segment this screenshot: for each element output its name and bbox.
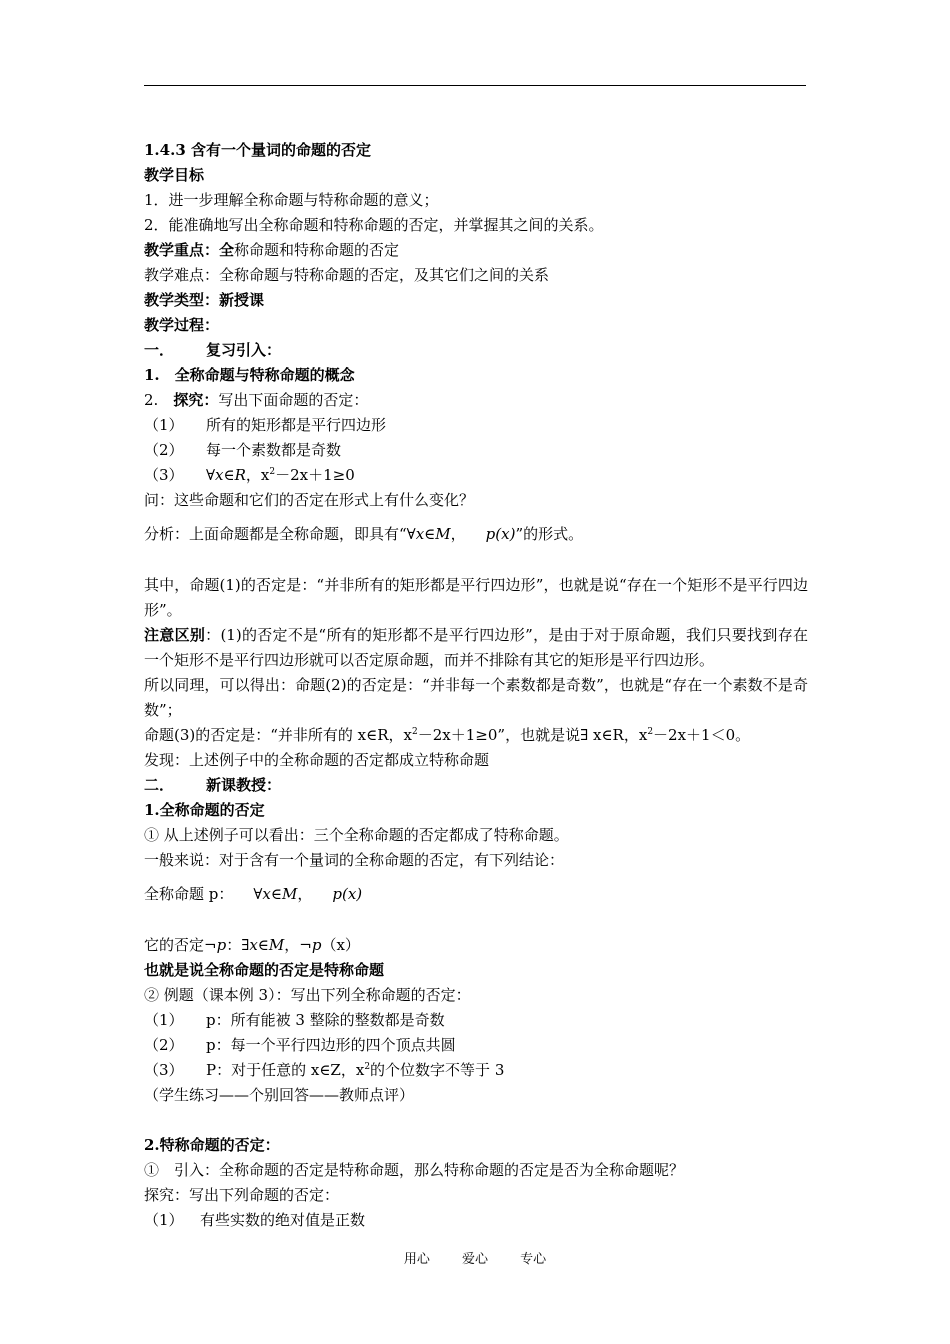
existential-example-1 xyxy=(144,1208,808,1233)
document-body xyxy=(144,138,808,1233)
universal-math-1: ∀x∈M xyxy=(253,885,298,903)
universal-comma: ， xyxy=(297,885,313,903)
lesson-type: 教学类型：新授课 xyxy=(144,291,265,309)
analysis-text-a: 分析：上面命题都是全称命题，即具有“ xyxy=(144,525,407,543)
exercise-2 xyxy=(144,1033,808,1058)
note-paragraph xyxy=(144,623,808,673)
example-3-sup: 2 xyxy=(269,467,276,477)
goal-1: 1．进一步理解全称命题与特称命题的意义； xyxy=(144,191,439,209)
section-2-heading xyxy=(144,773,808,798)
exercise-2-number: （2） xyxy=(144,1036,184,1054)
lesson-title: 1.4.3 含有一个量词的命题的否定 xyxy=(144,141,371,159)
para3-sup-2: 2 xyxy=(647,727,654,737)
explore-2: 探究：写出下列命题的否定： xyxy=(144,1186,340,1204)
analysis xyxy=(144,513,808,555)
example-2 xyxy=(144,438,808,463)
example-3-text-b: －2x＋1≥0 xyxy=(275,466,355,484)
negation-math-1: ∃x∈M xyxy=(241,936,285,954)
note-text: ：(1)的否定不是“所有的矩形都不是平行四边形”，是由于对于原命题，我们只要找到存在一个矩形不是平行四边形就可以否定原命题，而并不排除有其它的矩形是平行四边形。 xyxy=(144,626,808,669)
universal-math-2: p(x) xyxy=(332,885,363,903)
explore-label: 探究： xyxy=(173,391,219,409)
example-3-number: （3） xyxy=(144,466,184,484)
footer-word-3: 专心 xyxy=(520,1252,547,1267)
exercise-3-number: （3） xyxy=(144,1061,184,1079)
example-1-text: 所有的矩形都是平行四边形 xyxy=(206,416,387,434)
negation-symbol-2: ¬p xyxy=(299,936,322,954)
paragraph-negation-2: 所以同理，可以得出：命题(2)的否定是：“并非每一个素数都是奇数”，也就是“存在一个素数不是奇数”； xyxy=(144,676,808,719)
example-3-math: ∀x∈R xyxy=(206,466,246,484)
explore-text: 写出下面命题的否定： xyxy=(218,391,369,409)
para3-text-c: x∈R，x xyxy=(588,726,648,744)
exercise-3-text-a: P：对于任意的 x∈Z，x xyxy=(206,1061,365,1079)
note-label: 注意区别 xyxy=(144,626,206,644)
exercise-3-sup: 2 xyxy=(364,1062,371,1072)
exercise-3 xyxy=(144,1058,808,1083)
footer-word-2: 爱心 xyxy=(461,1252,488,1267)
footer-word-1: 用心 xyxy=(403,1252,430,1267)
page-footer xyxy=(0,1248,950,1267)
analysis-comma: ， xyxy=(450,525,466,543)
circled-point-3: ① 引入：全称命题的否定是特称命题，那么特称命题的否定是否为全称命题呢？ xyxy=(144,1161,685,1179)
key-point xyxy=(144,238,808,263)
process-heading: 教学过程： xyxy=(144,316,220,334)
universal-label: 全称命题 p： xyxy=(144,885,234,903)
explore-number: 2. xyxy=(144,391,174,409)
example-3-text-a: ，x xyxy=(245,466,270,484)
para3-text-d: －2x＋1＜0。 xyxy=(653,726,751,744)
negation-comma: ， xyxy=(284,936,300,954)
exercise-1 xyxy=(144,1008,808,1033)
para3-sup-1: 2 xyxy=(412,727,418,737)
para3-text-b: －2x＋1≥0”，也就是说 xyxy=(417,726,581,744)
universal-proposition xyxy=(144,873,808,915)
goals-heading: 教学目标 xyxy=(144,166,205,184)
negation-formula xyxy=(144,933,808,958)
key-text: 称命题和特称命题的否定 xyxy=(234,241,400,259)
analysis-text-b: ”的形式。 xyxy=(515,525,584,543)
explore-line xyxy=(144,388,808,413)
section-2-title: 新课教授： xyxy=(206,776,282,794)
negation-x: （x） xyxy=(321,936,360,954)
section-1-heading xyxy=(144,338,808,363)
section-1-number: 一． xyxy=(144,341,175,359)
general-statement: 一般来说：对于含有一个量词的全称命题的否定，有下列结论： xyxy=(144,851,565,869)
circled-point-2: ② 例题（课本例 3）：写出下列全称命题的否定： xyxy=(144,986,471,1004)
question: 问：这些命题和它们的否定在形式上有什么变化？ xyxy=(144,491,475,509)
header-rule xyxy=(144,85,806,86)
negation-colon: ： xyxy=(226,936,242,954)
para3-text-a: 命题(3)的否定是：“并非所有的 x∈R，x xyxy=(144,726,413,744)
paragraph-negation-1: 其中，命题(1)的否定是：“并非所有的矩形都是平行四边形”，也就是说“存在一个矩形不是平行四边形”。 xyxy=(144,576,808,619)
subheading-concepts: 1. 全称命题与特称命题的概念 xyxy=(144,366,355,384)
difficulty: 教学难点：全称命题与特称命题的否定，及其它们之间的关系 xyxy=(144,266,550,284)
existential-example-1-text: 有些实数的绝对值是正数 xyxy=(200,1211,366,1229)
subheading-existential-negation: 2.特称命题的否定： xyxy=(144,1136,280,1154)
discovery: 发现：上述例子中的全称命题的否定都成立特称命题 xyxy=(144,751,490,769)
paragraph-negation-3 xyxy=(144,723,808,748)
exercise-3-text-b: 的个位数字不等于 3 xyxy=(370,1061,505,1079)
example-2-text: 每一个素数都是奇数 xyxy=(206,441,342,459)
example-2-number: （2） xyxy=(144,441,184,459)
circled-point-1: ① 从上述例子可以看出：三个全称命题的否定都成了特称命题。 xyxy=(144,826,569,844)
negation-label: 它的否定 xyxy=(144,936,205,954)
conclusion: 也就是说全称命题的否定是特称命题 xyxy=(144,961,385,979)
key-label: 教学重点：全 xyxy=(144,241,235,259)
subheading-universal-negation: 1.全称命题的否定 xyxy=(144,801,265,819)
practice-note: （学生练习——个别回答——教师点评） xyxy=(144,1086,415,1104)
exercise-2-text: p：每一个平行四边形的四个顶点共圆 xyxy=(206,1036,456,1054)
section-2-number: 二． xyxy=(144,776,175,794)
negation-symbol: ¬p xyxy=(204,936,227,954)
analysis-math-2: p(x) xyxy=(485,525,516,543)
goal-2: 2．能准确地写出全称命题和特称命题的否定，并掌握其之间的关系。 xyxy=(144,216,604,234)
example-1 xyxy=(144,413,808,438)
exercise-1-number: （1） xyxy=(144,1011,184,1029)
section-1-title: 复习引入： xyxy=(206,341,282,359)
exercise-1-text: p：所有能被 3 整除的整数都是奇数 xyxy=(206,1011,445,1029)
exists-symbol: ∃ xyxy=(580,726,589,744)
existential-example-1-number: （1） xyxy=(144,1211,184,1229)
analysis-math-1: ∀x∈M xyxy=(406,525,451,543)
example-1-number: （1） xyxy=(144,416,184,434)
example-3 xyxy=(144,463,808,488)
